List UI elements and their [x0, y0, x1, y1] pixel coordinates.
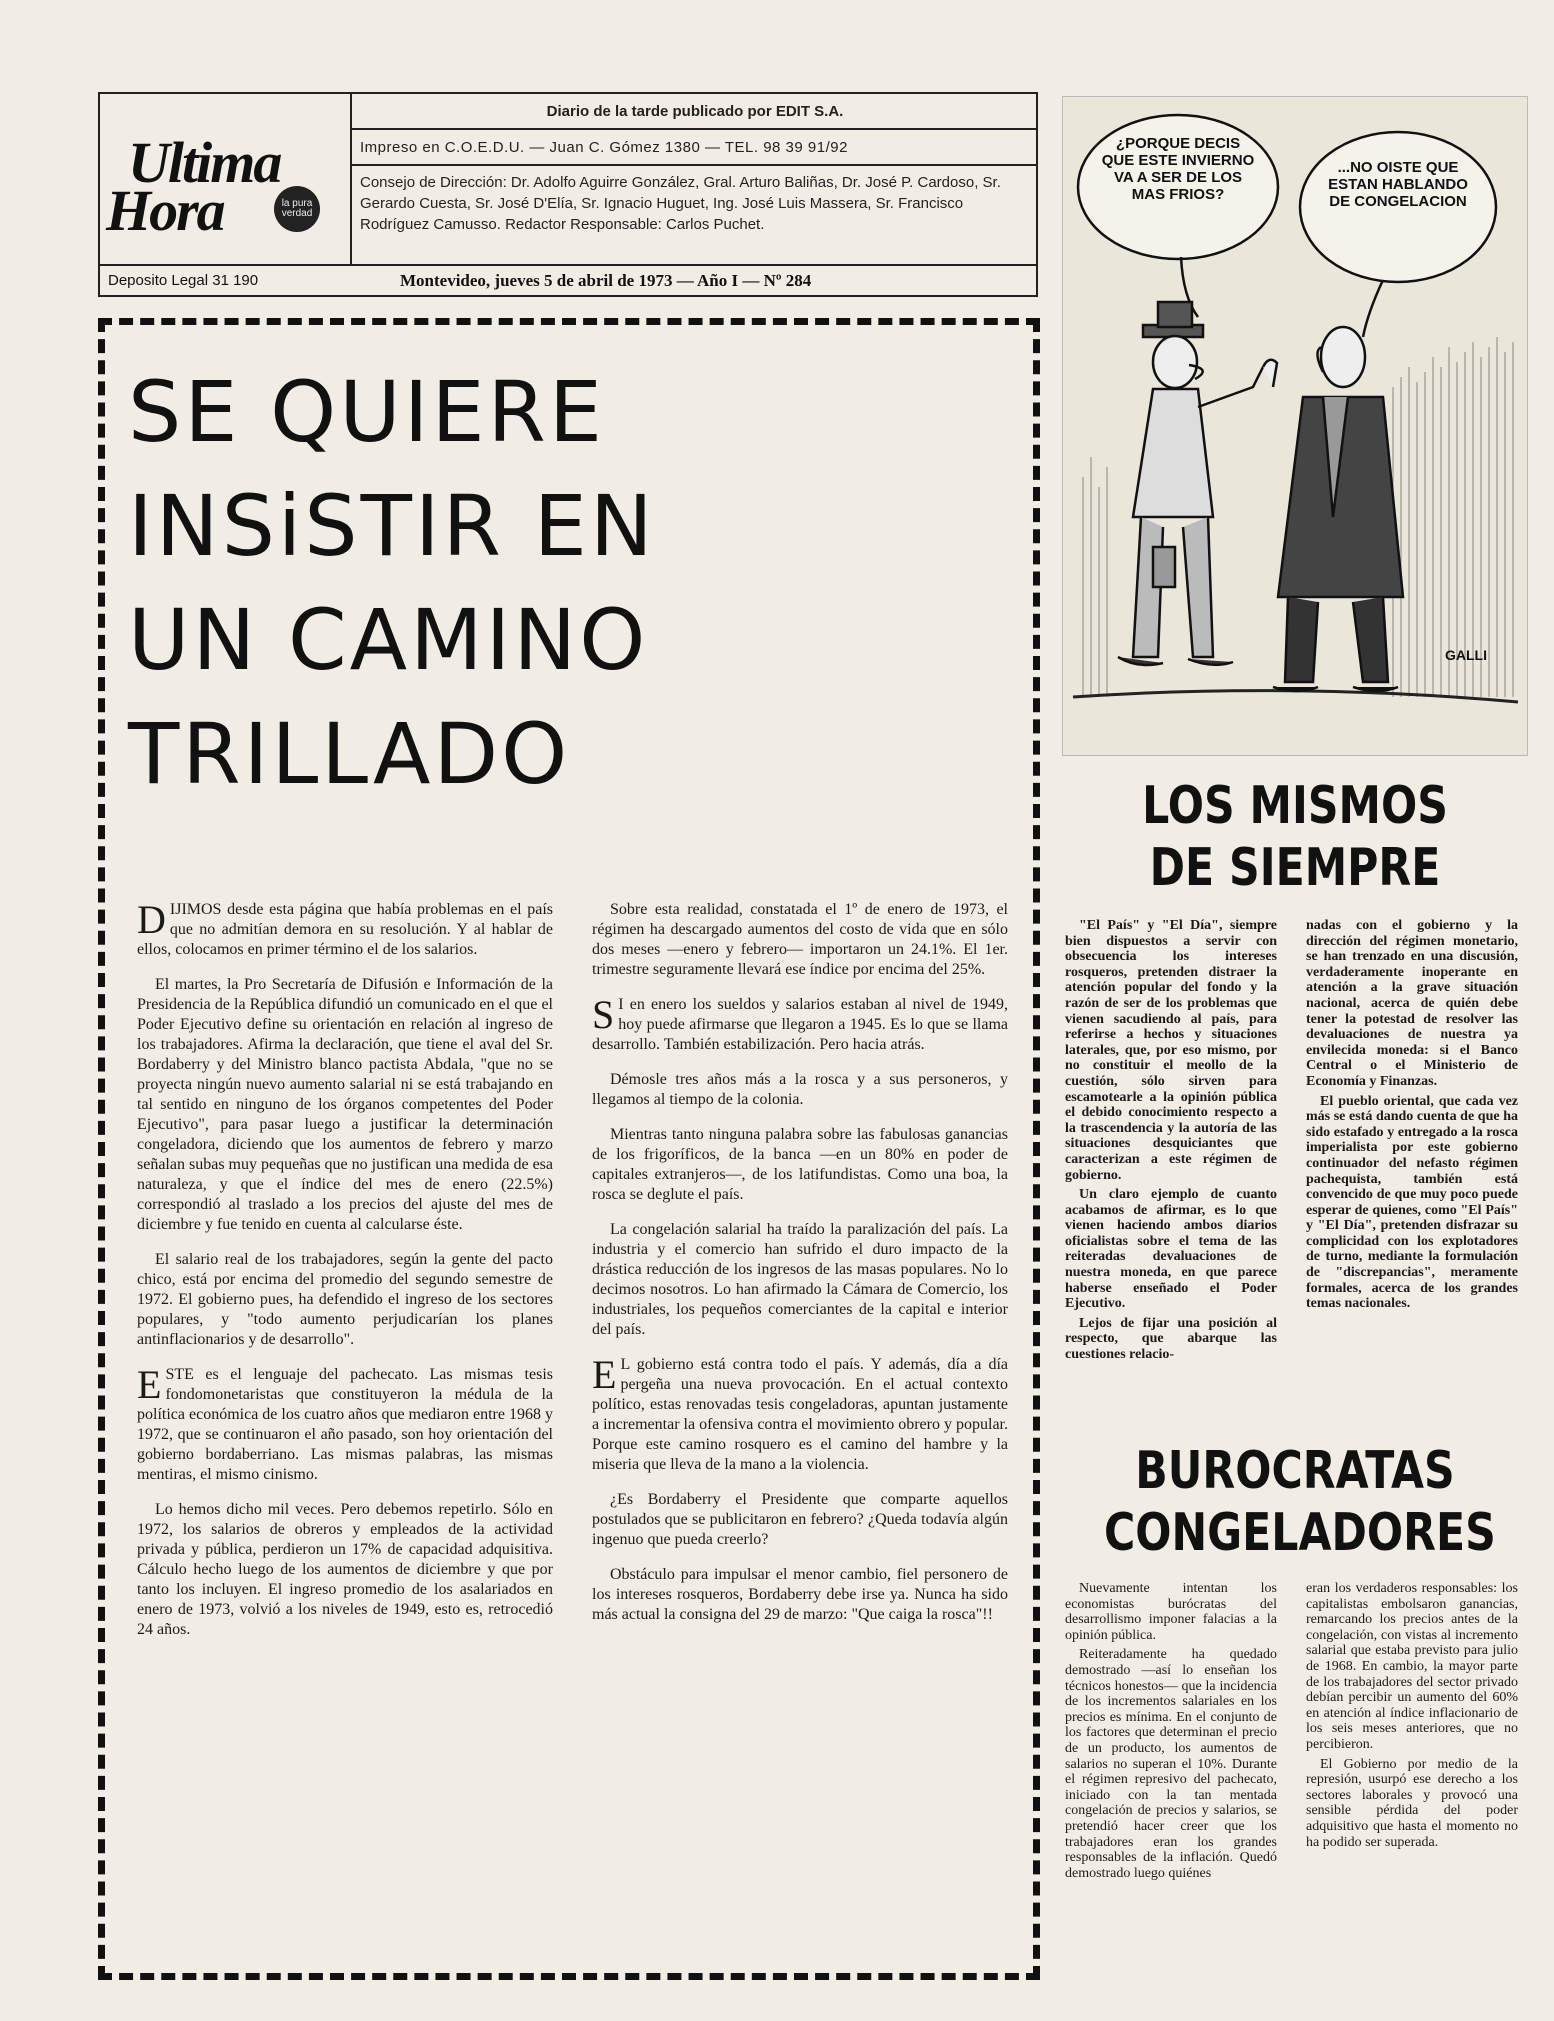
- paragraph-text: "El País" y "El Día", siempre bien dispuestos a servir con obsecuencia los intereses rosqueros, pretenden distraer la atención popular del fondo y la razón de ser de los problemas que vienen sacudiendo al país, para referirse a hechos y situaciones laterales, que, por eso mismo, por no constituir el meollo de la cuestión, sólo sirven para escamotearle a la opinión pública el debido conocimiento respecto a la trascendencia y la autoría de las situaciones desquiciantes que caracterizan a este régimen de gobierno.: [1065, 918, 1277, 1183]
- cartoonist-signature: GALLI: [1445, 647, 1487, 663]
- mismos-column-1: [1065, 918, 1277, 1367]
- burocratas-column-2: [1306, 1581, 1518, 1854]
- publisher-line: Diario de la tarde publicado por EDIT S.A.: [352, 94, 1038, 130]
- article-paragraph: [1065, 1316, 1277, 1363]
- legal-deposit: Deposito Legal 31 190: [108, 272, 259, 289]
- paragraph-text: Reiteradamente ha quedado demostrado —así lo enseñan los técnicos honestos— que la incidencia de los incrementos salariales en los precios es mínima. En el conjunto de los factores que determinan el precio de un producto, los aumentos de salarios no superan el 10%. Durante el régimen represivo del pachecato, iniciado con la tan mentada congelación de precios y salarios, se pretendió hacer creer que los trabajadores eran los grandes responsables de la inflación. Quedó demostrado luego quiénes: [1065, 1647, 1277, 1881]
- article-paragraph: [137, 1362, 553, 1485]
- board-of-directors: [352, 166, 1038, 264]
- paragraph-text: El pueblo oriental, que cada vez más se está dando cuenta de que ha sido estafado y entregado a la rosca imperialista por este gobierno continuador del nefasto régimen pachequista, también está convencido de que muy poco puede esperar de quienes, como "El País" y "El Día", pretenden disfrazar su complicidad con los explotadores de turno, mediante la formulación de "discrepancias", meramente formales, acerca de los grandes temas nacionales.: [1306, 1093, 1518, 1312]
- logo-line-1: Ultima: [128, 130, 281, 195]
- issue-line: [100, 264, 1036, 297]
- mismos-headline: [1104, 775, 1486, 899]
- paragraph-text: I en enero los sueldos y salarios estaban al nivel de 1949, hoy puede afirmarse que llegaron a 1945. Es lo que se llama desarrollo. También estabilización. Pero hacia atrás.: [592, 996, 1008, 1053]
- paragraph-text: La congelación salarial ha traído la paralización del país. La industria y el comercio han sufrido el duro impacto de la drástica reducción de los ingresos de las masas populares. No lo decimos nosotros. Lo han afirmado la Cámara de Comercio, los industriales, los pequeños comerciantes de la capital e interior del país.: [592, 1221, 1008, 1338]
- burocratas-column-1: [1065, 1581, 1277, 1885]
- paragraph-text: ¿Es Bordaberry el Presidente que comparte aquellos postulados que se publicitaron en febrero? ¿Queda todavía algún ingenuo que pueda creerlo?: [592, 1491, 1008, 1548]
- article-paragraph: [137, 1250, 553, 1350]
- newspaper-logo[interactable]: [106, 130, 326, 254]
- responsible-editor: Redactor Responsable: Carlos Puchet.: [505, 216, 765, 233]
- article-paragraph: [1306, 1757, 1518, 1851]
- article-paragraph: [137, 1500, 553, 1640]
- article-paragraph: [592, 1220, 1008, 1340]
- paragraph-text: STE es el lenguaje del pachecato. Las mismas tesis fondomonetaristas que constituyeron la médula de la política económica de los cuatro años que mediaron entre 1968 y 1972, que se continuaron el año pasado, son hoy orientación del gobierno bordaberriano. Las mismas palabras, las mismas mentiras, el mismo cinismo.: [137, 1366, 553, 1483]
- article-paragraph: [592, 900, 1008, 980]
- board-text: Consejo de Dirección: Dr. Adolfo Aguirre González, Gral. Arturo Baliñas, Dr. José P. Cardoso, Sr. Gerardo Cuesta, Sr. José D'Elía, Sr. Ignacio Huguet, Ing. José Luis Massera, Sr. Francisco Rodríguez Camusso.: [360, 174, 1001, 233]
- main-article-column-2: [592, 900, 1008, 1640]
- paragraph-text: eran los verdaderos responsables: los capitalistas embolsaron ganancias, remarcando los precios antes de la congelación, con vistas al incremento salarial que estaba previsto para julio de 1968. En cambio, la mayor parte de los trabajadores del sector privado debían percibir un aumento del 60% en atención al índice inflacionario de los seis meses anteriores, que no percibieron.: [1306, 1581, 1518, 1752]
- article-paragraph: [1306, 918, 1518, 1090]
- drop-cap: S: [592, 992, 615, 1037]
- drop-cap: E: [592, 1352, 617, 1397]
- article-paragraph: [1065, 1187, 1277, 1312]
- logo-line-2: Hora: [106, 178, 224, 243]
- burocratas-headline: [1103, 1440, 1496, 1564]
- main-article-column-1: [137, 897, 553, 1655]
- masthead-info: [350, 94, 1038, 264]
- drop-cap: D: [137, 897, 166, 942]
- headline-line: LOS MISMOS: [1142, 776, 1448, 836]
- paragraph-text: Sobre esta realidad, constatada el 1º de enero de 1973, el régimen ha descargado aumentos del costo de vida que en sólo dos meses —enero y febrero— importaron un 24.1%. El 1er. trimestre seguramente llevará ese índice por encima del 25%.: [592, 901, 1008, 978]
- article-paragraph: [1065, 1647, 1277, 1881]
- headline-line: INSiSTIR EN: [128, 477, 656, 575]
- logo-seal: la pura verdad: [274, 186, 320, 232]
- article-paragraph: [592, 1070, 1008, 1110]
- article-paragraph: [592, 1125, 1008, 1205]
- editorial-cartoon: [1062, 96, 1528, 756]
- paragraph-text: Un claro ejemplo de cuanto acabamos de afirmar, es lo que vienen haciendo ambos diarios oficialistas sobre el tema de las reiteradas devaluaciones de nuestra moneda, en que parece haberse enseñado el Poder Ejecutivo.: [1065, 1187, 1277, 1312]
- printer-line: Impreso en C.O.E.D.U. — Juan C. Gómez 1380 — TEL. 98 39 91/92: [352, 130, 1038, 166]
- paragraph-text: Lo hemos dicho mil veces. Pero debemos repetirlo. Sólo en 1972, los salarios de obreros y empleados de la actividad privada y pública, perdieron un 17% de capacidad adquisitiva. Cálculo hecho luego de los aumentos de diciembre y que por tanto los incluyen. El ingreso promedio de los asalariados en enero de 1973, volvió a los niveles de 1949, esto es, retrocedió 24 años.: [137, 1501, 553, 1638]
- paragraph-text: Lejos de fijar una posición al respecto, que abarque las cuestiones relacio-: [1065, 1315, 1277, 1363]
- article-paragraph: [1065, 1581, 1277, 1643]
- cartoon-speech-left: ¿PORQUE DECIS QUE ESTE INVIERNO VA A SER DE LOS MAS FRIOS?: [1101, 135, 1255, 203]
- paragraph-text: L gobierno está contra todo el país. Y además, día a día pergeña una nueva provocación. En el actual contexto político, estas renovadas tesis congeladoras, apuntan justamente a incrementar la ofensiva contra el movimiento obrero y popular. Porque este camino rosquero es el camino del hambre y la miseria que lleva de la mano a la violencia.: [592, 1356, 1008, 1473]
- headline-line: UN CAMINO: [128, 591, 649, 689]
- article-paragraph: [137, 897, 553, 960]
- article-paragraph: [1306, 1581, 1518, 1753]
- cartoon-speech-right: ...NO OISTE QUE ESTAN HABLANDO DE CONGELACION: [1328, 159, 1468, 210]
- article-paragraph: [592, 1565, 1008, 1625]
- paragraph-text: nadas con el gobierno y la dirección del régimen monetario, se han trenzado en una discusión, verdaderamente inoperante en atención a la grave situación nacional, acerca de quién debe tener la potestad de resolver las devaluaciones de nuestra ya envilecida moneda: si el Banco Central o el Ministerio de Economía y Finanzas.: [1306, 918, 1518, 1089]
- main-headline: [128, 355, 888, 811]
- mismos-column-2: [1306, 918, 1518, 1316]
- masthead: [98, 92, 1038, 297]
- headline-line: BUROCRATAS: [1135, 1441, 1455, 1501]
- headline-line: TRILLADO: [128, 705, 571, 803]
- paragraph-text: Obstáculo para impulsar el menor cambio, fiel personero de los intereses rosqueros, Bordaberry debe irse ya. Nunca ha sido más actual la consigna del 29 de marzo: "Que caiga la rosca"!!: [592, 1566, 1008, 1623]
- article-paragraph: [592, 992, 1008, 1055]
- paragraph-text: IJIMOS desde esta página que había problemas en el país que no admitían demora en su resolución. Y al hablar de ellos, colocamos en primer término el de los salarios.: [137, 901, 553, 958]
- article-paragraph: [1065, 918, 1277, 1183]
- headline-line: CONGELADORES: [1103, 1503, 1496, 1563]
- article-paragraph: [592, 1490, 1008, 1550]
- paragraph-text: El Gobierno por medio de la represión, usurpó ese derecho a los sectores laborales y provocó una sensible pérdida del poder adquisitivo que hasta el momento no ha podido ser superada.: [1306, 1756, 1518, 1850]
- paragraph-text: Démosle tres años más a la rosca y a sus personeros, y llegamos al tiempo de la colonia.: [592, 1071, 1008, 1108]
- article-paragraph: [592, 1352, 1008, 1475]
- issue-date: Montevideo, jueves 5 de abril de 1973 — Año I — Nº 284: [400, 271, 812, 290]
- headline-line: SE QUIERE: [128, 363, 605, 461]
- article-paragraph: [1306, 1094, 1518, 1312]
- paragraph-text: Nuevamente intentan los economistas burócratas del desarrollismo imponer falacias a la opinión pública.: [1065, 1581, 1277, 1643]
- paragraph-text: El martes, la Pro Secretaría de Difusión e Información de la Presidencia de la República difundió un comunicado en el que el Poder Ejecutivo define su orientación en relación al ingreso de los trabajadores. Afirma la declaración, que tiene el aval del Sr. Bordaberry y del Ministro blanco pactista Abdala, "que no se proyecta ningún nuevo aumento salarial ni se está trabajando en tal sentido en ninguno de los órganos competentes del Poder Ejecutivo", para pasar luego a justificar la determinación congeladora, diciendo que los aumentos de febrero y marzo señalan subas muy pequeñas que no justifican una medida de esa naturaleza, y que el índice del mes de enero (22.5%) correspondió al traslado a los precios del ajuste del mes de diciembre y fue tenido en cuenta al calcularse éste.: [137, 976, 553, 1233]
- drop-cap: E: [137, 1362, 162, 1407]
- paragraph-text: Mientras tanto ninguna palabra sobre las fabulosas ganancias de los frigoríficos, de la banca —en un 80% en poder de capitales extranjeros—, de los latifundistas. Como una boa, la rosca se deglute el país.: [592, 1126, 1008, 1203]
- headline-line: DE SIEMPRE: [1149, 838, 1441, 898]
- article-paragraph: [137, 975, 553, 1235]
- paragraph-text: El salario real de los trabajadores, según la gente del pacto chico, está por encima del promedio del segundo semestre de 1972. El gobierno pues, ha defendido el ingreso de los sectores populares, y "todo aumento perjudicarían los planes antinflacionarios y de desarrollo".: [137, 1251, 553, 1348]
